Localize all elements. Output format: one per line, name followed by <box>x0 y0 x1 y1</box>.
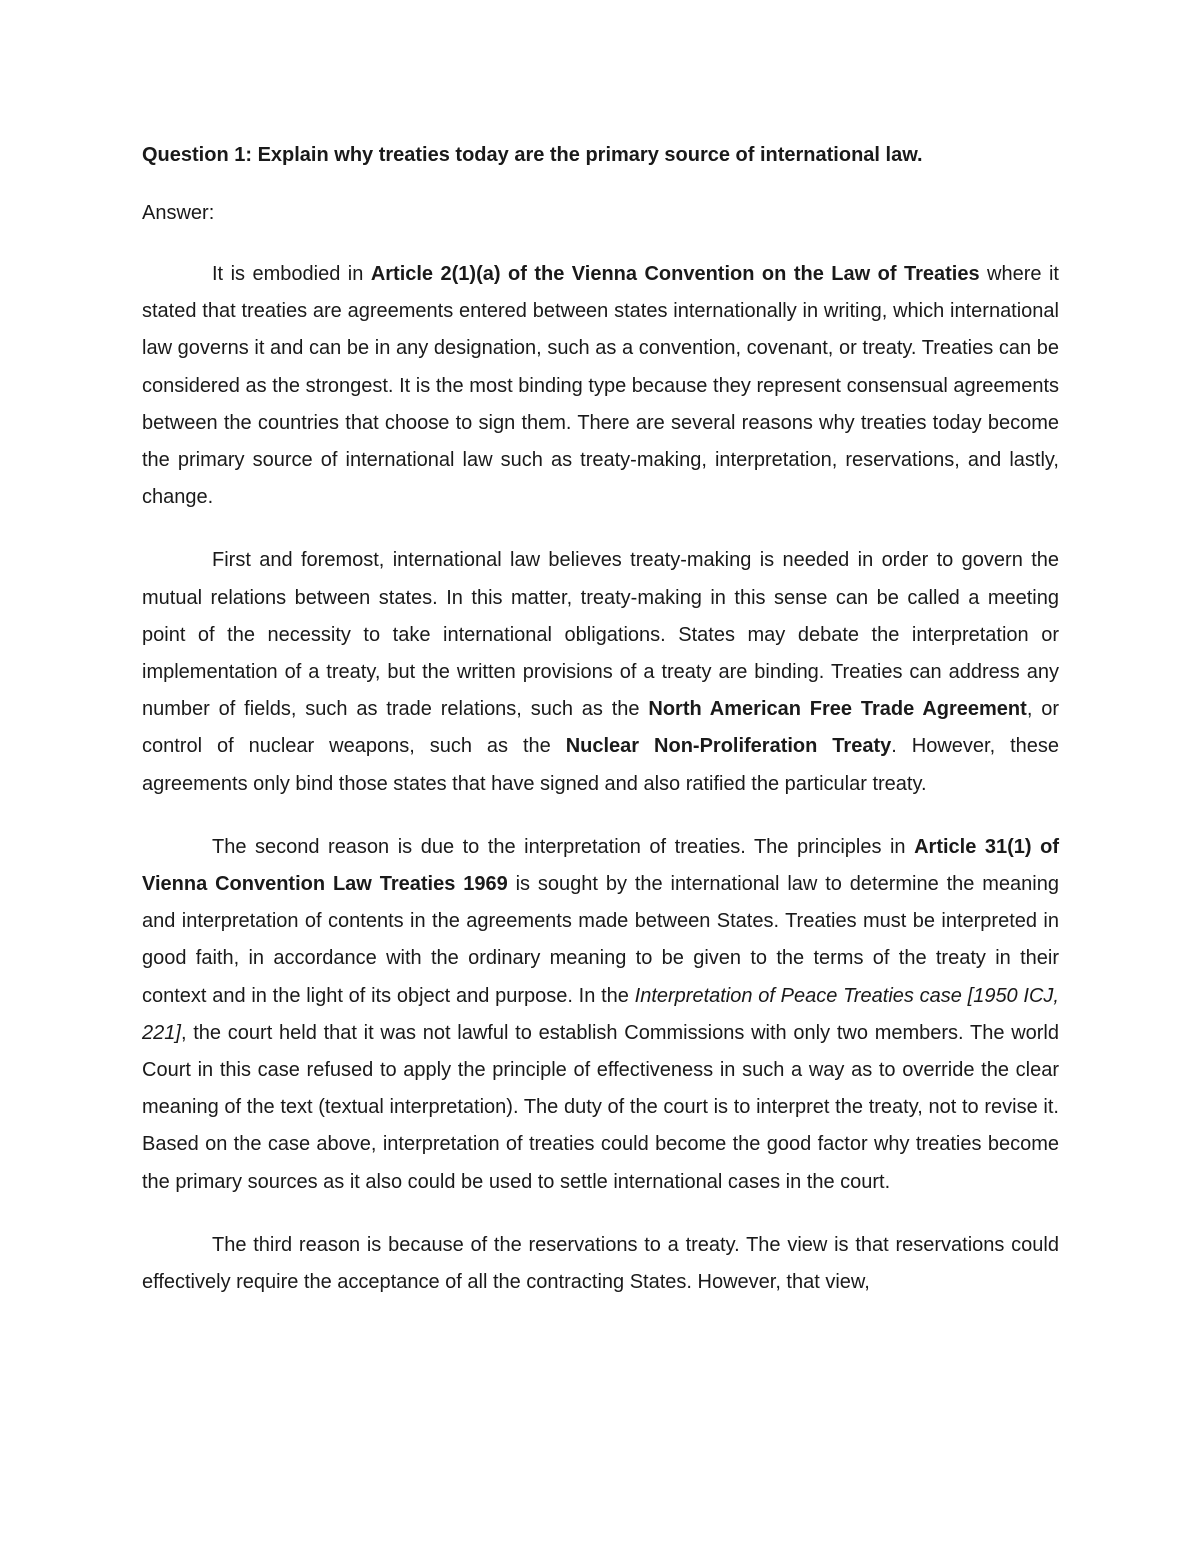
paragraph-3-segment-4: Interpretation of Peace Treaties case [1950 ICJ, 221] <box>142 984 1059 1044</box>
paragraph-3-segment-3: is sought by the international law to determine the meaning and interpretation of contents in the agreements made between States. Treaties must be interpreted in good faith, in accordance with the ordinary meaning to be given to the terms of the treaty in their context and in the light of its object and purpose. In the <box>142 873 1059 1007</box>
paragraph-3-segment-1: The second reason is due to the interpretation of treaties. The principles in <box>212 835 915 858</box>
paragraph-4 <box>142 1227 1059 1301</box>
answer-label: Answer: <box>142 202 215 224</box>
paragraph-1-segment-1: It is embodied in <box>212 263 371 285</box>
paragraph-3-segment-5: , the court held that it was not lawful to establish Commissions with only two members. The world Court in this case refused to apply the principle of effectiveness in such a way as to override the clear meaning of the text (textual interpretation). The duty of the court is to interpret the treaty, not to revise it. Based on the case above, interpretation of treaties could become the good factor why treaties become the primary sources as it also could be used to settle international cases in the court. <box>142 1021 1059 1193</box>
paragraph-2 <box>142 542 1059 802</box>
document-body <box>142 138 1059 1301</box>
paragraph-3-segment-2: Article 31(1) of Vienna Convention Law Treaties 1969 <box>142 835 1059 896</box>
paragraph-4-segment-1: The third reason is because of the reservations to a treaty. The view is that reservations could effectively require the acceptance of all the contracting States. However, that view, <box>142 1233 1059 1294</box>
paragraph-2-segment-1: First and foremost, international law believes treaty-making is needed in order to govern the mutual relations between states. In this matter, treaty-making in this sense can be called a meeting point of the necessity to take international obligations. States may debate the interpretation or implementation of a treaty, but the written provisions of a treaty are binding. Treaties can address any number of fields, such as trade relations, such as the <box>142 549 1059 721</box>
paragraph-2-segment-3: , or control of nuclear weapons, such as the <box>142 698 1059 758</box>
paragraph-2-segment-2: North American Free Trade Agreement <box>648 698 1027 721</box>
paragraph-3 <box>142 829 1059 1201</box>
paragraph-1-segment-2: Article 2(1)(a) of the Vienna Convention on the Law of Treaties <box>370 263 980 285</box>
paragraph-1-segment-3: where it stated that treaties are agreements entered between states internationally in writing, which international law governs it and can be in any designation, such as a convention, covenant, or treaty. Treaties can be considered as the strongest. It is the most binding type because they represent consensual agreements between the countries that choose to sign them. There are several reasons why treaties today become the primary source of international law such as treaty-making, interpretation, reservations, and lastly, change. <box>142 263 1059 509</box>
question-heading: Question 1: Explain why treaties today are the primary source of international law. <box>142 144 923 166</box>
paragraph-2-segment-4: Nuclear Non-Proliferation Treaty <box>565 735 892 758</box>
paragraph-1 <box>142 256 1059 516</box>
paragraph-2-segment-5: . However, these agreements only bind those states that have signed and also ratified the particular treaty. <box>142 735 1059 795</box>
